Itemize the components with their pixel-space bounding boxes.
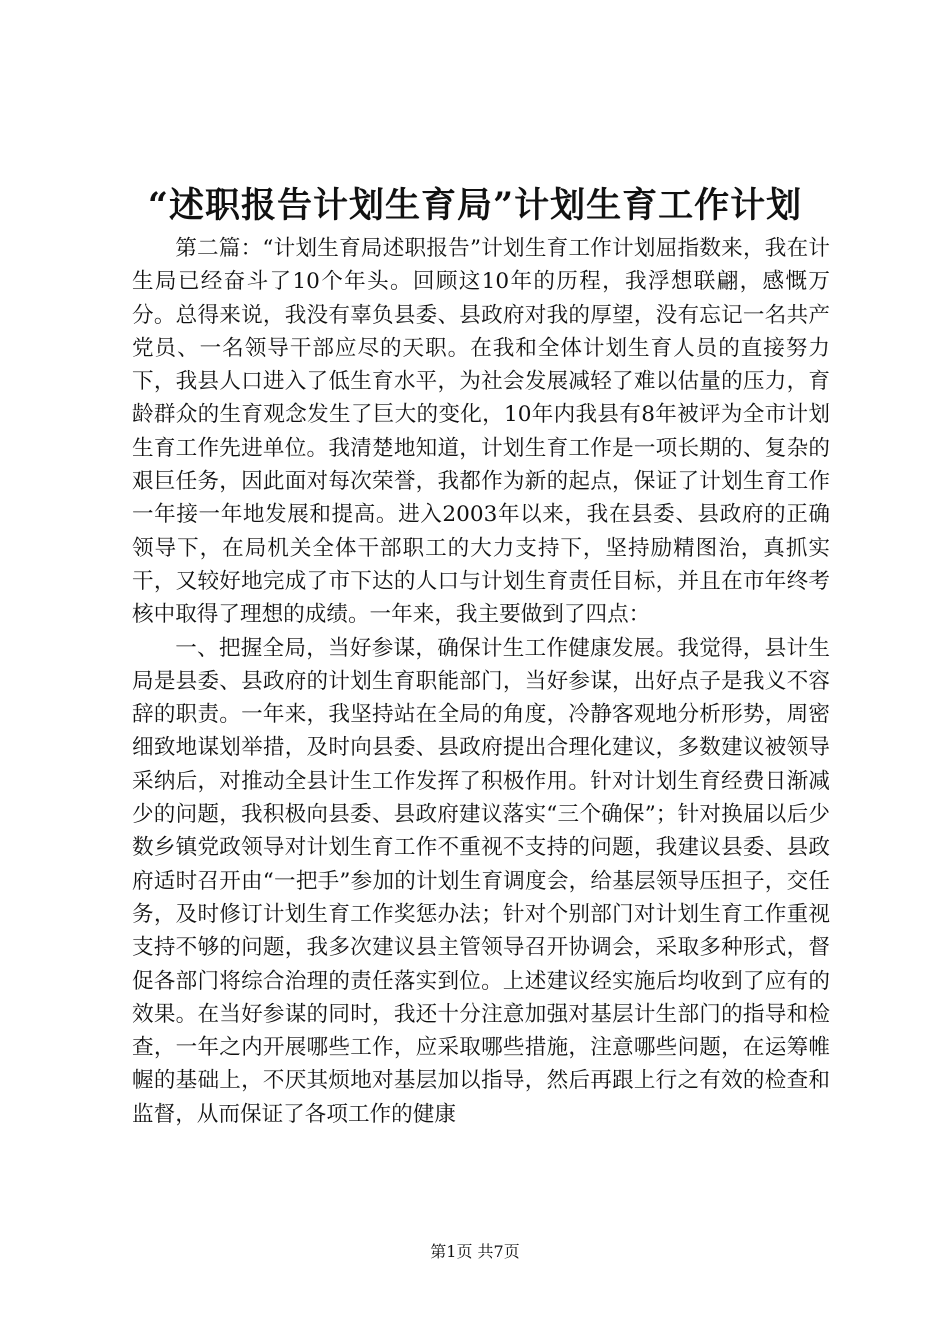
page-footer: 第1页 共7页 <box>430 1242 520 1261</box>
document-body <box>132 232 830 1131</box>
document-title: “述职报告计划生育局”计划生育工作计划 <box>147 185 803 226</box>
paragraph-2: 一、把握全局，当好参谋，确保计生工作健康发展。我觉得，县计生局是县委、县政府的计划生育职能部门，当好参谋，出好点子是我义不容辞的职责。一年来，我坚持站在全局的角度，冷静客观地分析形势，周密细致地谋划举措，及时向县委、县政府提出合理化建议，多数建议被领导采纳后，对推动全县计生工作发挥了积极作用。针对计划生育经费日渐减少的问题，我积极向县委、县政府建议落实“三个确保”；针对换届以后少数乡镇党政领导对计划生育工作不重视不支持的问题，我建议县委、县政府适时召开由“一把手”参加的计划生育调度会，给基层领导压担子，交任务，及时修订计划生育工作奖惩办法；针对个别部门对计划生育工作重视支持不够的问题，我多次建议县主管领导召开协调会，采取多种形式，督促各部门将综合治理的责任落实到位。上述建议经实施后均收到了应有的效果。在当好参谋的同时，我还十分注意加强对基层计生部门的指导和检查，一年之内开展哪些工作，应采取哪些措施，注意哪些问题，在运筹帷幄的基础上，不厌其烦地对基层加以指导，然后再跟上行之有效的检查和监督，从而保证了各项工作的健康 <box>132 635 830 1127</box>
paragraph-1: 第二篇：“计划生育局述职报告”计划生育工作计划屈指数来，我在计生局已经奋斗了10个年头。回顾这10年的历程，我浮想联翩，感慨万分。总得来说，我没有辜负县委、县政府对我的厚望，没有忘记一名共产党员、一名领导干部应尽的天职。在我和全体计划生育人员的直接努力下，我县人口进入了低生育水平，为社会发展减轻了难以估量的压力，育龄群众的生育观念发生了巨大的变化，10年内我县有8年被评为全市计划生育工作先进单位。我清楚地知道，计划生育工作是一项长期的、复杂的艰巨任务，因此面对每次荣誉，我都作为新的起点，保证了计划生育工作一年接一年地发展和提高。进入2003年以来，我在县委、县政府的正确领导下，在局机关全体干部职工的大力支持下，坚持励精图治，真抓实干，又较好地完成了市下达的人口与计划生育责任目标，并且在市年终考核中取得了理想的成绩。一年来，我主要做到了四点： <box>132 236 830 628</box>
